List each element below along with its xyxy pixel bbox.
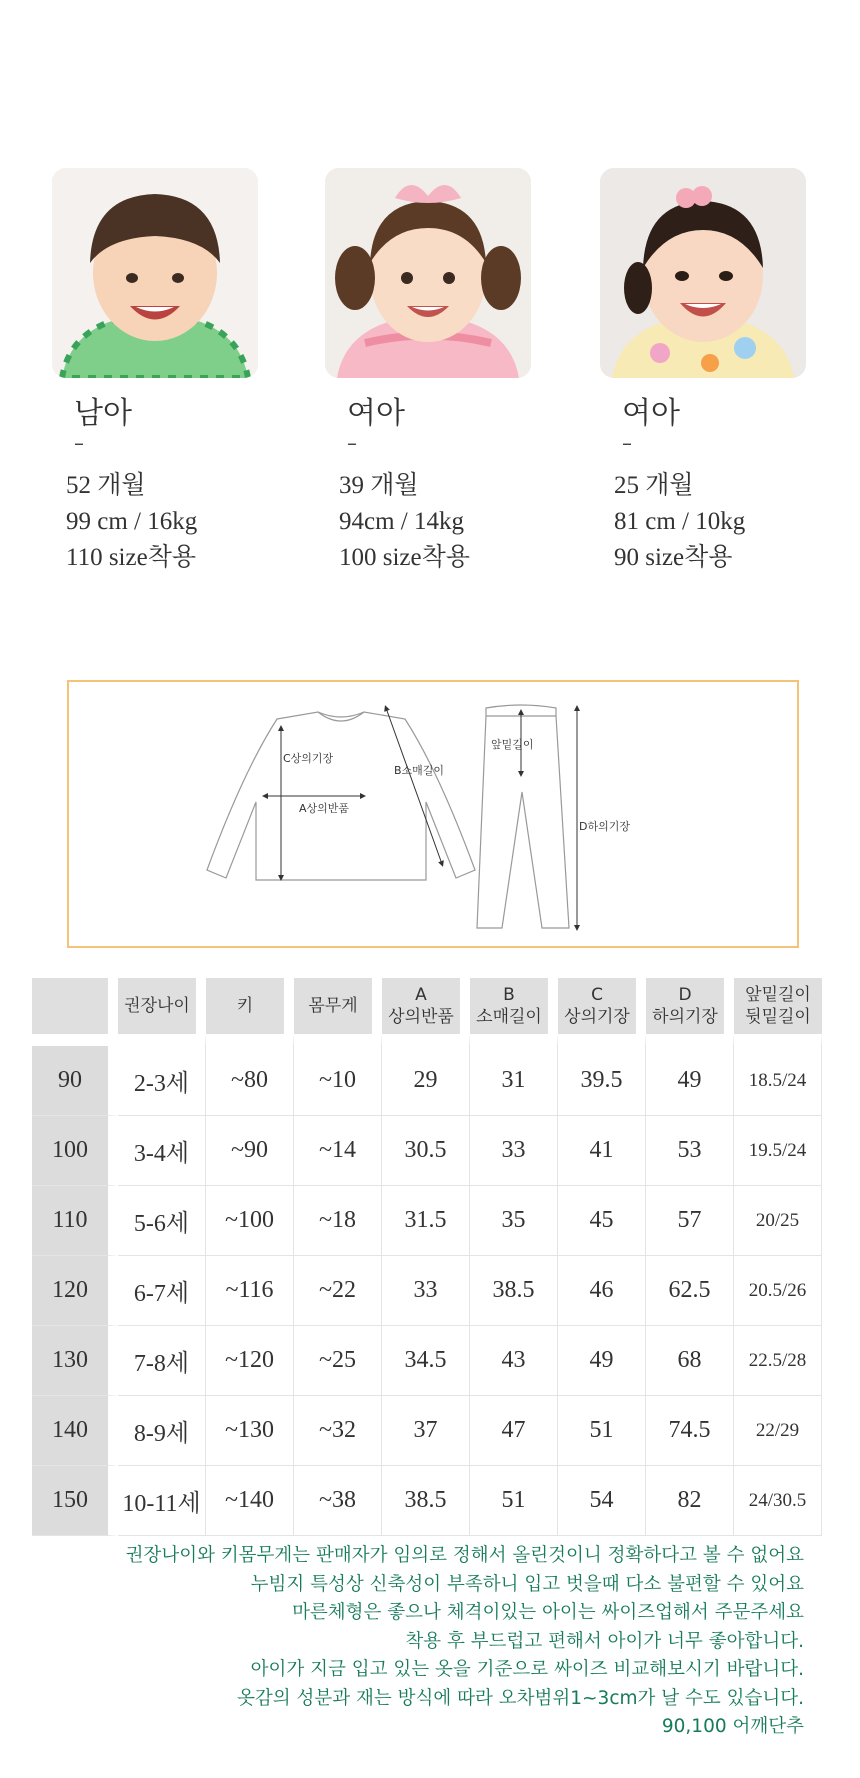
table-cell: 53 [646,1116,734,1186]
table-row [32,1116,822,1186]
table-row [32,1186,822,1256]
table-row [32,1256,822,1326]
label-chest-width: A상의반품 [299,802,350,815]
header-cell: 몸무게 [294,978,382,1034]
table-cell: 24/30.5 [734,1466,822,1536]
table-cell: ~22 [294,1256,382,1326]
child-portrait-icon [325,168,531,378]
header-cell: 키 [206,978,294,1034]
table-cell: 22/29 [734,1396,822,1466]
model-height-weight: 94cm / 14kg [339,508,464,535]
table-cell: ~38 [294,1466,382,1536]
table-cell: 35 [470,1186,558,1256]
label-sleeve-length: B소매길이 [394,764,445,777]
model-gender: 여아 [622,396,680,431]
table-cell: 38.5 [470,1256,558,1326]
table-cell: ~14 [294,1116,382,1186]
model-height-weight: 99 cm / 16kg [66,508,198,535]
model-card-girl-2 [600,168,810,576]
table-cell: ~10 [294,1034,382,1116]
note-line: 옷감의 성분과 재는 방식에 따라 오차범위1~3cm가 날 수도 있습니다. [237,1687,804,1709]
table-cell: 3-4세 [118,1116,206,1186]
label-pants-length: D하의기장 [579,820,630,833]
table-cell: 54 [558,1466,646,1536]
table-row [32,1466,822,1536]
table-cell: 2-3세 [118,1034,206,1116]
table-cell: 49 [558,1326,646,1396]
table-cell: 6-7세 [118,1256,206,1326]
table-cell: 34.5 [382,1326,470,1396]
table-cell: 39.5 [558,1034,646,1116]
size-cell: 90 [32,1034,118,1116]
divider-dash: – [347,431,357,455]
header-cell: C 상의기장 [558,978,646,1034]
table-cell: ~130 [206,1396,294,1466]
table-cell: ~25 [294,1326,382,1396]
table-row [32,1396,822,1466]
table-cell: 22.5/28 [734,1326,822,1396]
table-cell: ~90 [206,1116,294,1186]
table-cell: 10-11세 [118,1466,206,1536]
size-notes [24,1542,804,1742]
note-line: 착용 후 부드럽고 편해서 아이가 너무 좋아합니다. [405,1630,804,1652]
table-cell: 62.5 [646,1256,734,1326]
note-line: 90,100 어깨단추 [661,1716,804,1737]
model-height-weight: 81 cm / 10kg [614,508,746,535]
size-cell: 140 [32,1396,118,1466]
model-photo-girl-2 [600,168,806,378]
table-cell: ~140 [206,1466,294,1536]
model-card-boy [52,168,262,576]
measurement-diagram [67,680,799,948]
table-cell: 47 [470,1396,558,1466]
table-cell: 49 [646,1034,734,1116]
table-cell: 30.5 [382,1116,470,1186]
model-wear-size: 110 size착용 [66,544,196,571]
table-cell: 19.5/24 [734,1116,822,1186]
table-cell: 33 [382,1256,470,1326]
size-cell: 120 [32,1256,118,1326]
table-body [32,1034,822,1536]
size-cell: 150 [32,1466,118,1536]
model-gender: 남아 [74,396,132,431]
table-cell: 57 [646,1186,734,1256]
table-cell: 74.5 [646,1396,734,1466]
model-card-girl-1 [325,168,535,576]
note-line: 마른체형은 좋으나 체격이있는 아이는 싸이즈업해서 주문주세요 [292,1602,804,1623]
header-cell: 권장나이 [118,978,206,1034]
label-top-length: C상의기장 [283,752,334,765]
size-cell: 110 [32,1186,118,1256]
label-front-rise: 앞밑길이 [491,738,534,751]
size-cell: 100 [32,1116,118,1186]
table-cell: 7-8세 [118,1326,206,1396]
model-age: 39 개월 [339,472,419,499]
model-age: 25 개월 [614,472,694,499]
note-line: 아이가 지금 입고 있는 옷을 기준으로 싸이즈 비교해보시기 바랍니다. [250,1659,804,1680]
table-cell: ~100 [206,1186,294,1256]
table-cell: 41 [558,1116,646,1186]
child-portrait-icon [52,168,258,378]
table-cell: ~80 [206,1034,294,1116]
size-table [32,978,822,1536]
table-cell: ~32 [294,1396,382,1466]
note-line: 권장나이와 키몸무게는 판매자가 임의로 정해서 올린것이니 정확하다고 볼 수 없어요 [125,1545,804,1566]
header-cell: B 소매길이 [470,978,558,1034]
model-info [66,468,262,576]
sleeve-length-arrow [386,708,445,864]
table-row [32,1326,822,1396]
table-cell: 51 [558,1396,646,1466]
table-cell: 82 [646,1466,734,1536]
divider-dash: – [74,431,84,455]
table-cell: 29 [382,1034,470,1116]
model-gender: 여아 [347,396,405,431]
table-cell: 31 [470,1034,558,1116]
table-header-row [32,978,822,1034]
header-cell: A 상의반품 [382,978,470,1034]
table-cell: 5-6세 [118,1186,206,1256]
table-row [32,1034,822,1116]
size-cell: 130 [32,1326,118,1396]
table-cell: 43 [470,1326,558,1396]
child-portrait-icon [600,168,806,378]
table-cell: 68 [646,1326,734,1396]
model-photo-girl-1 [325,168,531,378]
table-cell: ~120 [206,1326,294,1396]
model-wear-size: 100 size착용 [339,544,470,571]
table-cell: 38.5 [382,1466,470,1536]
header-cell: 앞밑길이 뒷밑길이 [734,978,822,1034]
model-wear-size: 90 size착용 [614,544,733,571]
table-cell: 33 [470,1116,558,1186]
table-cell: 8-9세 [118,1396,206,1466]
table-cell: 31.5 [382,1186,470,1256]
model-age: 52 개월 [66,472,146,499]
model-photo-boy [52,168,258,378]
model-info [339,468,535,576]
table-cell: 18.5/24 [734,1034,822,1116]
header-cell [32,978,118,1034]
table-cell: ~116 [206,1256,294,1326]
table-cell: ~18 [294,1186,382,1256]
header-cell: D 하의기장 [646,978,734,1034]
table-cell: 51 [470,1466,558,1536]
model-info [614,468,810,576]
divider-dash: – [622,431,632,455]
table-cell: 45 [558,1186,646,1256]
table-cell: 20/25 [734,1186,822,1256]
table-cell: 46 [558,1256,646,1326]
note-line: 누빔지 특성상 신축성이 부족하니 입고 벗을때 다소 불편할 수 있어요 [250,1573,804,1595]
table-cell: 20.5/26 [734,1256,822,1326]
table-cell: 37 [382,1396,470,1466]
measurement-illustration [69,682,797,946]
